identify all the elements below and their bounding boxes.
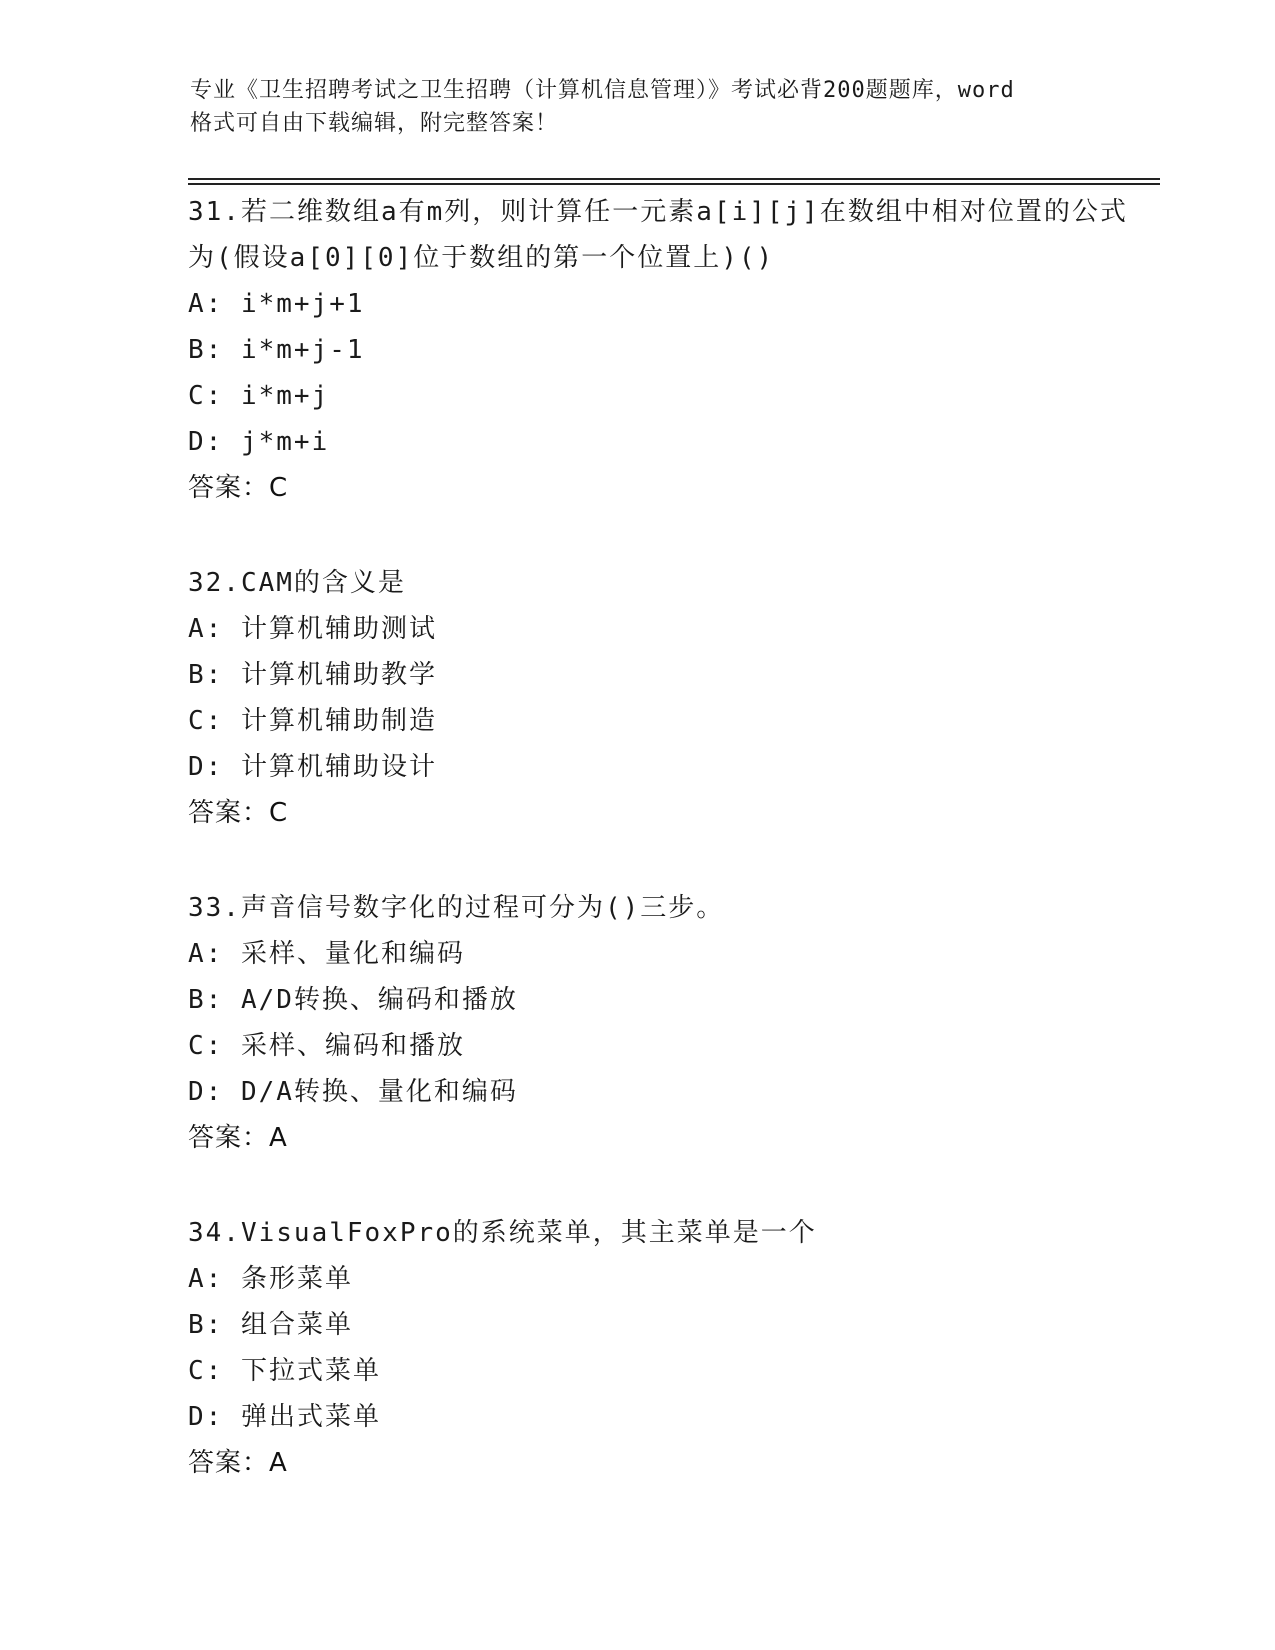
option-d: D: D/A转换、量化和编码 xyxy=(188,1077,518,1107)
answer-line: 答案：C xyxy=(188,798,289,828)
answer-line: 答案：C xyxy=(188,473,289,503)
option-c: C: 计算机辅助制造 xyxy=(188,706,437,736)
header-divider-top xyxy=(188,178,1160,180)
option-b: B: 组合菜单 xyxy=(188,1310,353,1340)
question-31 xyxy=(188,189,1128,511)
option-c: C: 下拉式菜单 xyxy=(188,1356,381,1386)
header-line-2: 格式可自由下载编辑，附完整答案！ xyxy=(190,111,559,136)
option-a: A: 计算机辅助测试 xyxy=(188,614,437,644)
question-stem: 34.VisualFoxPro的系统菜单，其主菜单是一个 xyxy=(188,1218,817,1248)
option-d: D: 弹出式菜单 xyxy=(188,1402,381,1432)
document-header xyxy=(190,74,1110,140)
option-c: C: 采样、编码和播放 xyxy=(188,1031,465,1061)
option-b: B: 计算机辅助教学 xyxy=(188,660,437,690)
question-stem: 33.声音信号数字化的过程可分为()三步。 xyxy=(188,893,725,923)
option-b: B: A/D转换、编码和播放 xyxy=(188,985,518,1015)
option-a: A: i*m+j+1 xyxy=(188,289,365,319)
question-34 xyxy=(188,1210,1128,1486)
question-stem: 31.若二维数组a有m列，则计算任一元素a[i][j]在数组中相对位置的公式为(假设a[0][0]位于数组的第一个位置上)() xyxy=(188,197,1128,273)
option-d: D: j*m+i xyxy=(188,427,330,457)
header-divider-bottom xyxy=(188,183,1160,185)
question-list xyxy=(188,189,1128,1535)
question-stem: 32.CAM的含义是 xyxy=(188,568,406,598)
option-a: A: 采样、量化和编码 xyxy=(188,939,465,969)
answer-line: 答案：A xyxy=(188,1448,288,1478)
answer-line: 答案：A xyxy=(188,1123,288,1153)
question-33 xyxy=(188,885,1128,1161)
option-c: C: i*m+j xyxy=(188,381,330,411)
option-b: B: i*m+j-1 xyxy=(188,335,365,365)
option-d: D: 计算机辅助设计 xyxy=(188,752,437,782)
header-line-1: 专业《卫生招聘考试之卫生招聘（计算机信息管理）》考试必背200题题库，word xyxy=(190,78,1015,103)
option-a: A: 条形菜单 xyxy=(188,1264,353,1294)
question-32 xyxy=(188,560,1128,836)
